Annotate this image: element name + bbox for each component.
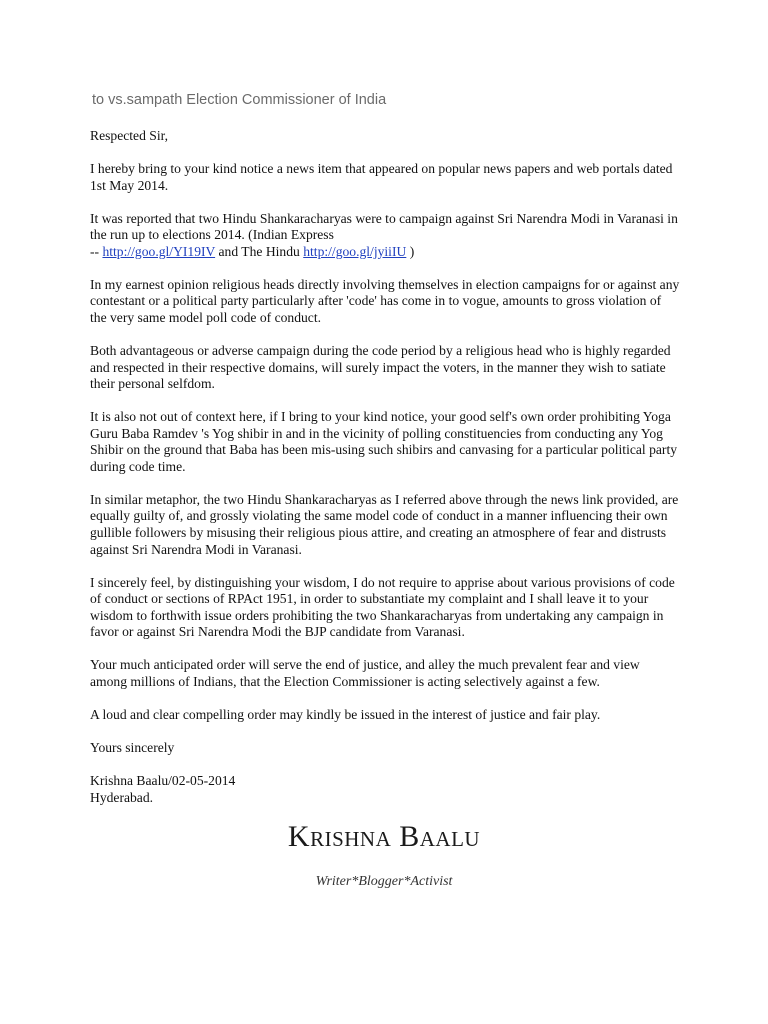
paragraph-8: Your much anticipated order will serve the end of justice, and alley the much prevalent fear and view among millions of Indians, that the Election Commissioner is acting selectively against a few. [90,657,640,689]
paragraph-2-text: It was reported that two Hindu Shankaracharyas were to campaign against Sri Narendra Modi in Varanasi in the run up to elections 2014. (Indian Express [90,210,678,243]
letter-body [90,128,680,823]
paragraph-2-middle: and The Hindu [215,243,304,259]
closing: Yours sincerely [90,739,175,755]
paragraph-2-end: ) [406,243,415,259]
paragraph-5: It is also not out of context here, if I bring to your kind notice, your good self's own order prohibiting Yoga Guru Baba Ramdev 's Yog shibir in and in the vicinity of polling constituencies from conducting any Yog Shibir on the ground that Baba has been mis-using such shibirs and canvasing for a particular political party during code time. [90,409,678,474]
paragraph-4: Both advantageous or adverse campaign during the code period by a religious head who is highly regarded and respected in their respective domains, will surely impact the voters, in the manner they wish to satiate their personal selfdom. [90,342,671,392]
signature-name: Krishna Baalu [287,820,481,853]
letter-subject: to vs.sampath Election Commissioner of India [92,92,387,108]
the-hindu-link[interactable]: http://goo.gl/jyiiIU [303,243,407,259]
paragraph-9: A loud and clear compelling order may kindly be issued in the interest of justice and fair play. [90,706,601,722]
paragraph-2-dash: -- [90,243,103,259]
sender-name-date: Krishna Baalu/02-05-2014 [90,772,236,788]
paragraph-7: I sincerely feel, by distinguishing your wisdom, I do not require to apprise about various provisions of code of conduct or sections of RPAct 1951, in order to substantiate my complaint and I shall leave it to your wisdom to forthwith issue orders prohibiting the two Shankaracharyas from undertaking any campaign in favor or against Sri Narendra Modi the BJP candidate from Varanasi. [90,574,675,640]
paragraph-2 [90,211,680,261]
sender-city: Hyderabad. [90,789,154,805]
indian-express-link[interactable]: http://goo.gl/YI19IV [102,243,216,259]
paragraph-3: In my earnest opinion religious heads directly involving themselves in election campaigns for or against any contestant or a political party particularly after 'code' has come in to vogue, amounts to gross violation of the very same model poll code of conduct. [90,276,680,325]
paragraph-1: I hereby bring to your kind notice a news item that appeared on popular news papers and web portals dated 1st May 2014. [90,160,673,193]
salutation: Respected Sir, [90,128,168,143]
paragraph-6: In similar metaphor, the two Hindu Shankaracharyas as I referred above through the news link provided, are equally guilty of, and grossly violating the same model code of conduct in a manner influencing their own gullible followers by misusing their religious pious attire, and creating an atmosphere of fear and distrusts against Sri Narendra Modi in Varanasi. [90,491,679,557]
sender-block [90,773,680,806]
signature-tagline: Writer*Blogger*Activist [315,874,453,889]
